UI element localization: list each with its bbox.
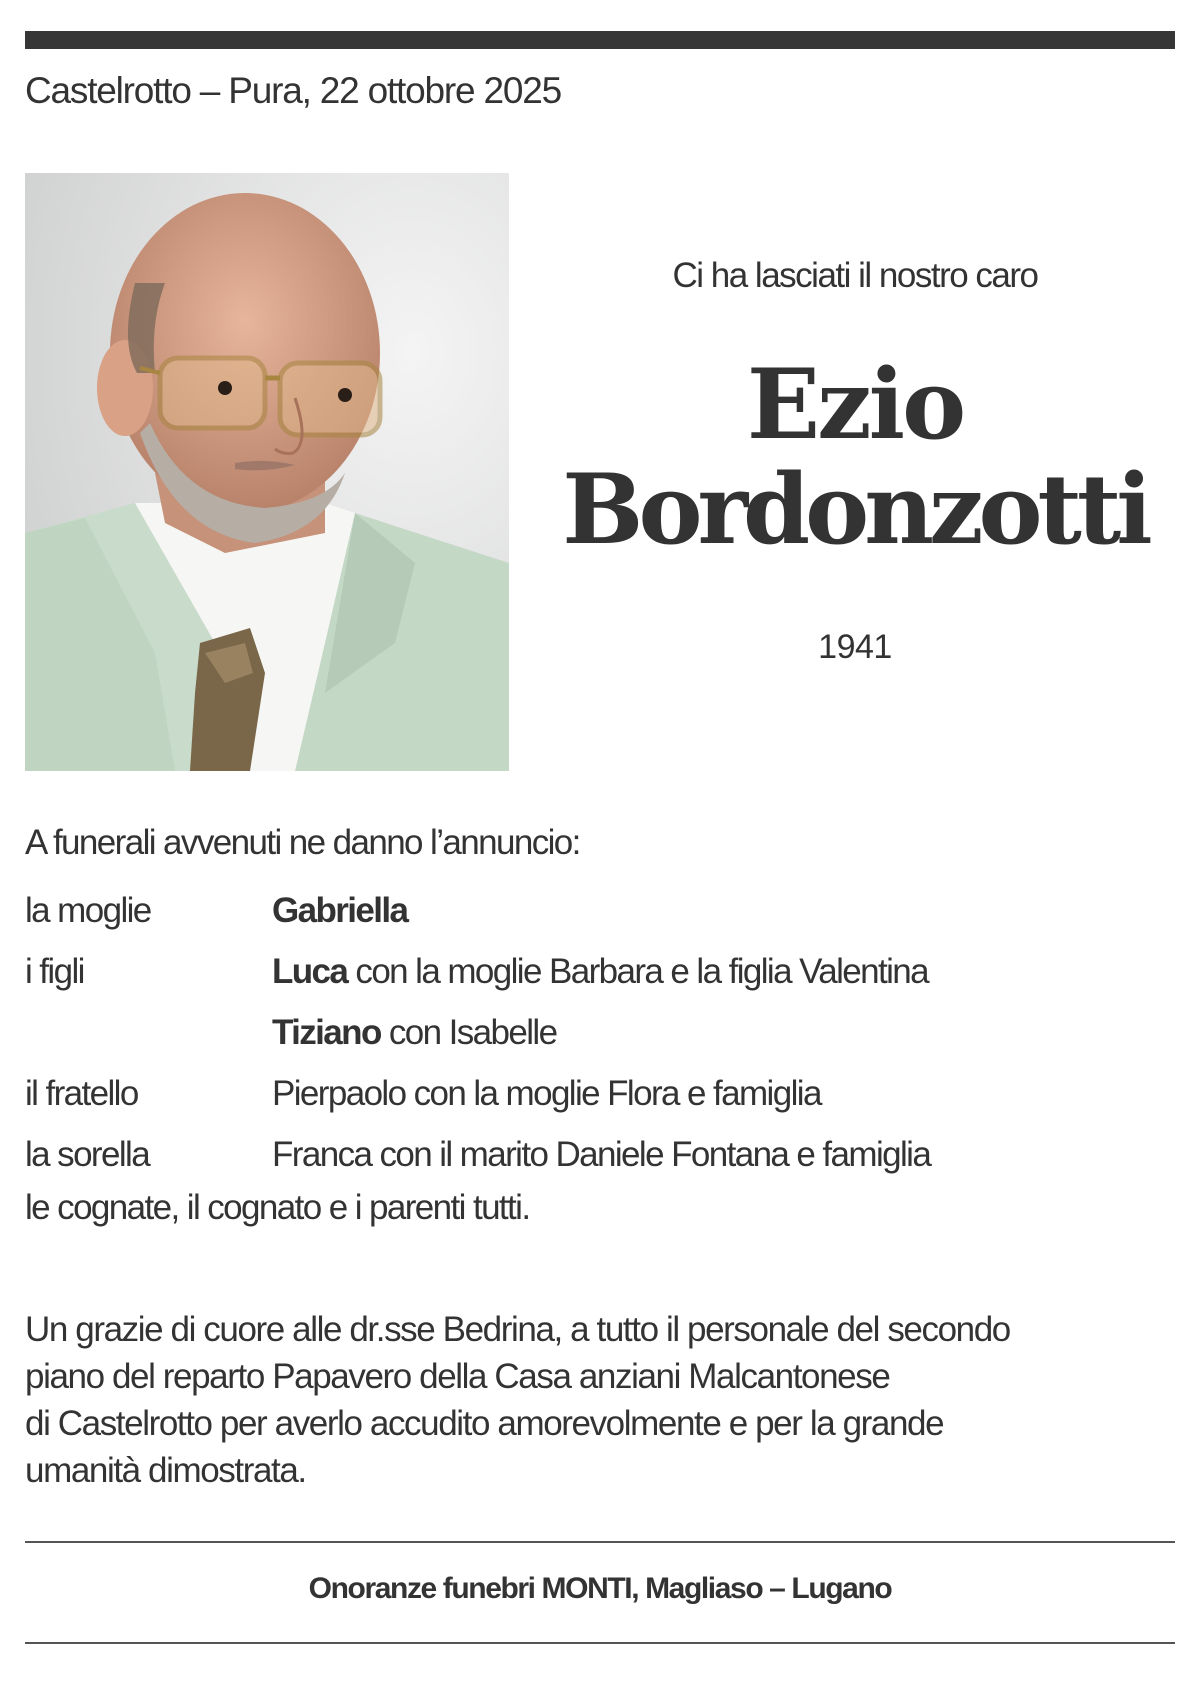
family-name-bold: Gabriella	[272, 890, 408, 930]
family-relation: i figli	[25, 951, 84, 991]
closing-line: le cognate, il cognato e i parenti tutti.	[25, 1188, 530, 1227]
family-relation: il fratello	[25, 1073, 138, 1113]
family-names	[272, 891, 407, 931]
deceased-first-name: Ezio	[746, 348, 964, 461]
announcement-intro: A funerali avvenuti ne danno l’annuncio:	[25, 823, 580, 862]
portrait-photo	[25, 173, 509, 771]
family-name-rest: Pierpaolo con la moglie Flora e famiglia	[272, 1073, 821, 1113]
thanks-line: Un grazie di cuore alle dr.sse Bedrina, a tutto il personale del secondo	[25, 1310, 1010, 1349]
thanks-line: umanità dimostrata.	[25, 1451, 306, 1490]
family-name-bold: Tiziano	[272, 1012, 381, 1052]
family-row	[25, 941, 930, 1002]
footer-bottom-rule	[25, 1642, 1175, 1644]
family-row	[25, 1063, 930, 1124]
dateline: Castelrotto – Pura, 22 ottobre 2025	[25, 70, 561, 111]
family-name-rest: con Isabelle	[380, 1012, 557, 1052]
top-rule	[25, 31, 1175, 49]
family-row	[25, 1002, 930, 1063]
family-names	[272, 1074, 821, 1114]
deceased-last-name: Bordonzotti	[562, 453, 1148, 566]
family-names	[272, 1135, 930, 1175]
family-list	[25, 880, 930, 1185]
family-names	[272, 1013, 556, 1053]
thanks-line: piano del reparto Papavero della Casa anziani Malcantonese	[25, 1357, 890, 1396]
birth-year: 1941	[818, 628, 892, 666]
footer-top-rule	[25, 1541, 1175, 1543]
family-name-rest: con la moglie Barbara e la figlia Valentina	[347, 951, 929, 991]
family-row	[25, 1124, 930, 1185]
thanks-line: di Castelrotto per averlo accudito amorevolmente e per la grande	[25, 1404, 944, 1443]
intro-text: Ci ha lasciati il nostro caro	[672, 256, 1038, 295]
undertaker-credit: Onoranze funebri MONTI, Magliaso – Lugano	[308, 1572, 892, 1605]
family-relation: la moglie	[25, 890, 151, 930]
thanks-paragraph	[25, 1306, 1185, 1494]
portrait-illustration	[25, 173, 509, 771]
family-name-rest: Franca con il marito Daniele Fontana e famiglia	[272, 1134, 931, 1174]
family-row	[25, 880, 930, 941]
family-name-bold: Luca	[272, 951, 348, 991]
family-relation: la sorella	[25, 1134, 150, 1174]
family-names	[272, 952, 928, 992]
